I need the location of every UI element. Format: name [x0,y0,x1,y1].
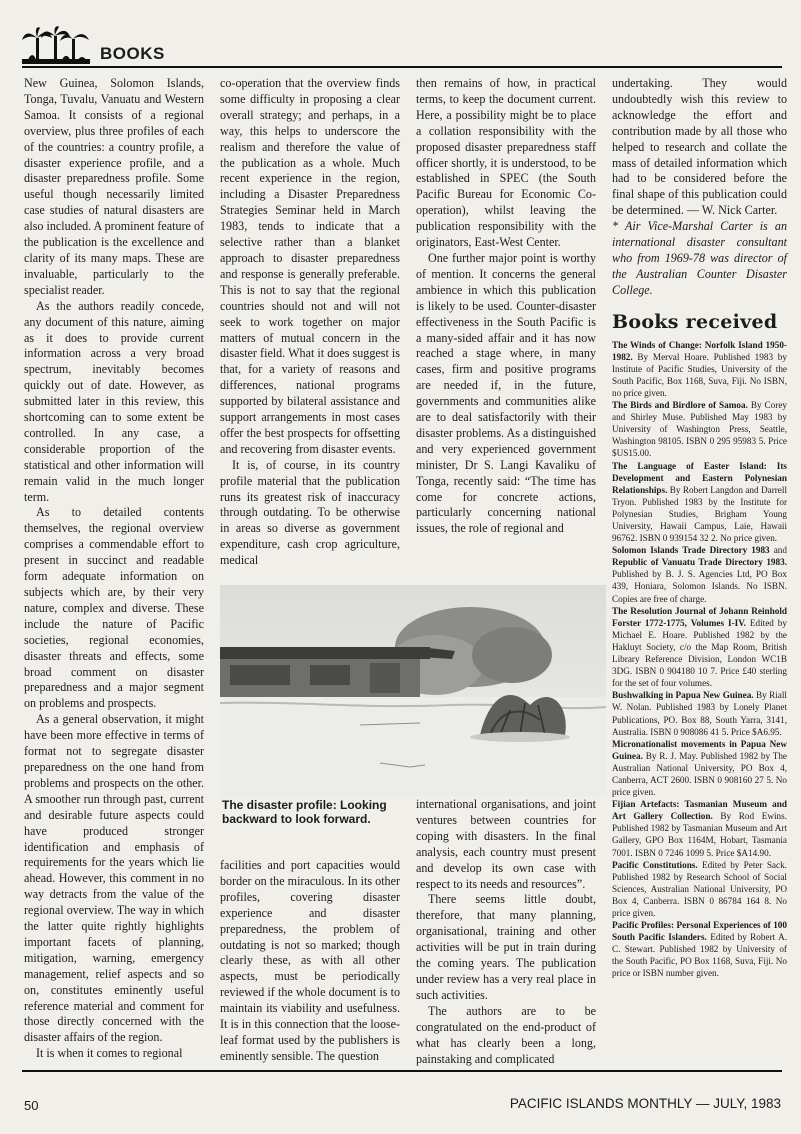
book-details: Edited by Michael E. Hoare. Published 1982 by the Hakluyt Society, c/o the Map Room, British Library Reference Division, London WC1B 3DG. ISBN 0 904180 10 7. Price £40 sterling for the set of four volumes. [612,617,787,689]
books-received-list [612,339,787,980]
paragraph: co-operation that the overview finds some difficulty in proposing a clear overall strategy; and perhaps, in a way, this helps to underscore the realism and therefore the value of the publication as a whole. Much recent experience in the region, including a Disaster Preparedness Strategies Seminar held in March 1983, tends to indicate that a selective rather than a blanket approach to disaster preparedness and response is generally preferable. This is not to say that the regional countries should not and will not seek to work together on major matters of mutual concern in the disaster field. What it does suggest is that, for a variety of reasons and differences, national programs supported by bilateral assistance and support arrangements in most cases offer the best prospects for offsetting and recovering from disaster events. [220,76,400,456]
header-rule [22,66,782,68]
book-entry [612,919,787,979]
paragraph: facilities and port capacities would border on the miraculous. In its other profiles, covering disaster experience and disaster preparedness, the problem of outdating is not so marked; though clearly these, as with all other aspects, must be periodically reviewed if the whole document is to maintain its viability and usefulness. It is in this connection that the loose-leaf format used by the publishers is eminently sensible. The question [220,858,400,1063]
page-number: 50 [24,1098,39,1113]
paragraph: It is when it comes to regional [36,1046,183,1061]
book-title: The Resolution Journal of Johann Reinhold Forster 1772-1775, Volumes I-IV. [612,605,787,628]
book-title: The Winds of Change: Norfolk Island 1950-1982. [612,339,787,362]
book-entry [612,339,787,399]
book-entry [612,798,787,858]
paragraph: New Guinea, Solomon Islands, Tonga, Tuvalu, Vanuatu and Western Samoa. It consists of a regional overview, plus three profiles of each of the countries: a country profile, a disaster experience profile, and a disaster preparedness profile. Some useful though necessarily limited case studies of natural disasters are also included. A prominent feature of the publication is the excellence and clarity of its many maps. These are invaluable, particularly to the specialist reader. [24,76,205,297]
paragraph: The authors are to be congratulated on the end-product of what has clearly been a long, painstaking and complicated [416,1003,596,1066]
paragraph: As a general observation, it might have been more effective in terms of format not to segregate disaster preparedness on the one hand from problems and prospects on the other. A smoother run through past, current and desirable future aspects could have produced stronger identification and emphasis of requirements for the years which lie ahead. However, this comment in no way detracts from the value of the regional overview. The way in which the latter quite rightly highlights important facets of planning, mitigation, warning, emergency management, relief aspects and so on, constitutes eminently useful reference material and comment for those directly concerned with the disaster affairs of the region. [24,712,204,1045]
paragraph: As the authors readily concede, any document of this nature, aiming as it does to provide current information across a very broad spectrum, inevitably becomes quickly out of date. However, as submitted later in this review, this shortcoming can to some extent be controlled. In any case, a considerable proportion of the statistical and other information will remain valid in the much longer term. [24,298,204,504]
book-details: By Rod Ewins. Published 1982 by Tasmanian Museum and Art Gallery, GPO Box 1164M, Hobart, Tasmania 7001. ISBN 0 7246 1099 5. Price $A14.90. [612,811,787,858]
book-title: Bushwalking in Papua New Guinea. [612,690,754,701]
book-title: Solomon Islands Trade Directory 1983 [612,545,770,556]
book-title: Pacific Constitutions. [612,859,698,870]
column-3-top [416,76,596,537]
book-details: By Robert Langdon and Darrell Tryon. Published 1983 by the Institute for Polynesian Studies, Brigham Young University, Hawaii Campus, Laie, Hawaii 96762. ISBN 0 939154 32 2. No price given. [612,484,787,544]
footer-rule [22,1070,782,1072]
paragraph: It is, of course, in its country profile material that the publication runs its greatest risk of inaccuracy through outdating. To be otherwise in areas so diverse as government expenditure, cash crop agriculture, medical [220,457,400,568]
book-title: Micronationalist movements in Papua New Guinea. [612,738,787,761]
book-details: By Corey and Shirley Muse. Published May 1983 by University of Washington Press, Seattle, Washington 98105. ISBN 0 295 95983 5. Price $US15.00. [612,400,787,459]
paragraph: undertaking. They would undoubtedly wish this review to acknowledge the effort and contribution made by all those who helped to research and collate the mass of detailed information which had to be considered before the final shape of this publication could be determined. — W. Nick Carter. [612,76,787,218]
column-4 [612,76,787,980]
paragraph: international organisations, and joint ventures between countries for coping with disasters. In the final analysis, each country must present and develop its own case with respect to its needs and resources”. [416,797,596,891]
book-details: Edited by Peter Sack. Published 1982 by Research School of Social Sciences, Australian National University, PO Box 4, Canberra. ISBN 0 86784 164 8. No price given. [612,859,787,918]
book-details: and [769,545,787,556]
flooded-house-image-icon [220,585,606,797]
book-entry [612,738,787,798]
book-details: By R. J. May. Published 1982 by The Australian National University, PO Box 4, Canberra, ACT 2600. ISBN 0 908160 27 5. No price given. [612,750,787,798]
book-entry [612,544,787,604]
book-details: Edited by Robert A. C. Stewart. Published 1982 by University of the South Pacific, PO Box 1168, Suva, Fiji. No price or ISBN number given. [612,932,787,979]
photo-caption: The disaster profile: Looking backward to look forward. [222,798,387,826]
paragraph: There seems little doubt, therefore, that many planning, organisational, training and other activities will be put in train during the coming years. The publication under review has a very real place in such activities. [416,892,596,1002]
column-2-bottom [220,858,400,1065]
book-entry [612,399,787,459]
book-entry [612,689,787,737]
book-title: Pacific Profiles: Personal Experiences of 100 South Pacific Islanders. [612,920,787,943]
book-entry [612,460,787,545]
palm-trees-logo-icon [22,26,90,66]
paragraph: One further major point is worthy of mention. It concerns the general ambience in which this publication is likely to be used. Counter-disaster effectiveness in the South Pacific is a many-sided affair and it has now reached a stage where, in many cases, firm and positive programs are needed if, in the future, governments and communities alike are to deal satisfactorily with their disaster problems. As a distinguished and very experienced government minister, Dr S. Langi Kavaliku of Tonga, recently said: “The time has come for concrete actions, particularly concerning national issues, the role of regional and [416,250,596,536]
book-details: By Merval Hoare. Published 1983 by Institute of Pacific Studies, University of the South Pacific, Box 1168, Suva, Fiji. No ISBN, no price given. [612,351,787,398]
page-header [22,22,782,68]
paragraph: As to detailed contents themselves, the regional overview comprises a commendable effort to present in succinct and readable form adequate information on subjects which are, by their very nature, complex and diverse. These include the nature of Pacific societies, regional economies, disaster threats and effects, some broad comment on disaster preparedness and a major segment on problems and prospects. [24,505,204,711]
disaster-photo [220,585,606,797]
book-entry [612,605,787,690]
book-entry [612,859,787,919]
column-2-top [220,76,400,569]
book-title: The Birds and Birdlore of Samoa. [612,400,748,411]
section-title: BOOKS [100,44,165,63]
book-title: Fijian Artefacts: Tasmanian Museum and Art Gallery Collection. [612,799,787,822]
paragraph: then remains of how, in practical terms, to keep the document current. Here, a possibility might be to place a collation responsibility with the proposed disaster preparedness staff officer shortly, it is understood, to be established in SPEC (the South Pacific Bureau for Economic Co-operation), whilst leaving the publication responsibility with the originators, East-West Center. [416,76,596,250]
column-3-bottom [416,797,596,1067]
book-title: The Language of Easter Island: Its Development and Eastern Polynesian Relationships. [612,460,787,495]
book-title: Republic of Vanuatu Trade Directory 1983. [612,557,787,568]
column-1 [24,76,204,1062]
books-received-heading: Books received [612,310,778,333]
publication-footer: PACIFIC ISLANDS MONTHLY — JULY, 1983 [509,1096,781,1111]
author-note: * Air Vice-Marshal Carter is an international disaster consultant who from 1969-78 was director of the Australian Counter Disaster College. [612,219,787,297]
book-details: Published by B. J. S. Agencies Ltd, PO Box 439, Honiara, Solomon Islands. No ISBN. Copies are free of charge. [612,569,787,604]
book-details: By Riall W. Nolan. Published 1983 by Lonely Planet Publications, PO. Box 88, South Yarra, 3141, Australia. ISBN 0 908086 41 5. Price $A6.95. [612,690,787,737]
